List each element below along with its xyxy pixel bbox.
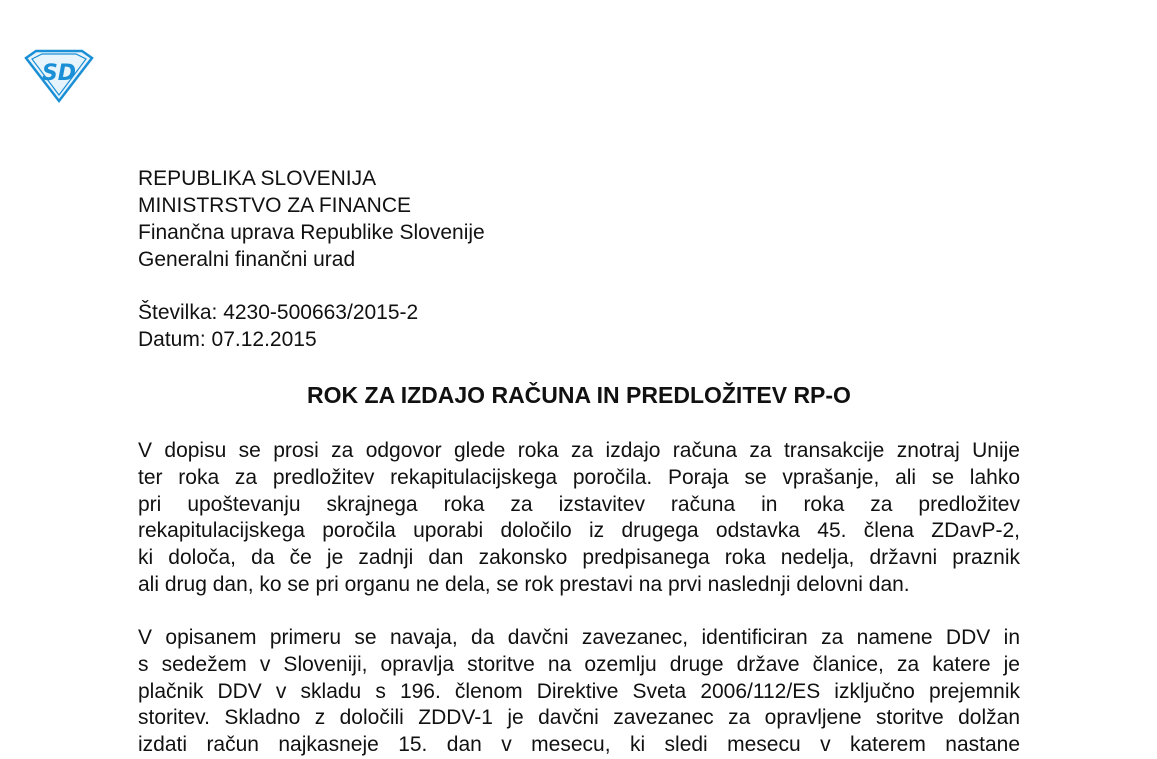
paragraph-line: pri upoštevanju skrajnega roka za izstavitev računa in roka za predložitev <box>138 492 1020 516</box>
paragraph-line: storitev. Skladno z določili ZDDV-1 je davčni zavezanec za opravljene storitve dolžan <box>138 706 1020 730</box>
paragraph-line: ki določa, da če je zadnji dan zakonsko predpisanega roka nedelja, državni praznik <box>138 546 1020 570</box>
paragraph-line: V opisanem primeru se navaja, da davčni zavezanec, identificiran za namene DDV in <box>138 626 1020 649</box>
issuer-header <box>138 165 485 273</box>
body-paragraph <box>138 625 1020 759</box>
paragraph-line: V dopisu se prosi za odgovor glede roka za izdajo računa za transakcije znotraj Unije <box>138 439 1020 462</box>
issuer-line-republic: REPUBLIKA SLOVENIJA <box>138 167 377 190</box>
paragraph-line: ter roka za predložitev rekapitulacijskega poročila. Poraja se vprašanje, ali se lahko <box>138 465 1020 489</box>
body-paragraph <box>138 438 1020 599</box>
document-number: Številka: 4230-500663/2015-2 <box>138 301 419 324</box>
paragraph-line: plačnik DDV v skladu s 196. členom Direktive Sveta 2006/112/ES izključno prejemnik <box>138 679 1020 703</box>
paragraph-line: rekapitulacijskega poročila uporabi določilo iz drugega odstavka 45. člena ZDavP-2, <box>138 519 1020 543</box>
document-date: Datum: 07.12.2015 <box>138 328 317 351</box>
document-title: ROK ZA IZDAJO RAČUNA IN PREDLOŽITEV RP-O <box>307 382 851 408</box>
logo-lettering: SD <box>41 61 77 86</box>
paragraph-line: s sedežem v Sloveniji, opravlja storitve na ozemlju druge države članice, za katere je <box>138 652 1020 676</box>
document-meta <box>138 299 418 353</box>
paragraph-line: izdati račun najkasneje 15. dan v mesecu, ki sledi mesecu v katerem nastane <box>138 733 1020 757</box>
issuer-line-ministry: MINISTRSTVO ZA FINANCE <box>138 194 412 217</box>
paragraph-line: ali drug dan, ko se pri organu ne dela, se rok prestavi na prvi naslednji delovni dan. <box>138 572 910 596</box>
issuer-line-office: Generalni finančni urad <box>138 248 356 271</box>
coat-of-arms-logo <box>22 48 96 104</box>
issuer-line-administration: Finančna uprava Republike Slovenije <box>138 221 485 244</box>
